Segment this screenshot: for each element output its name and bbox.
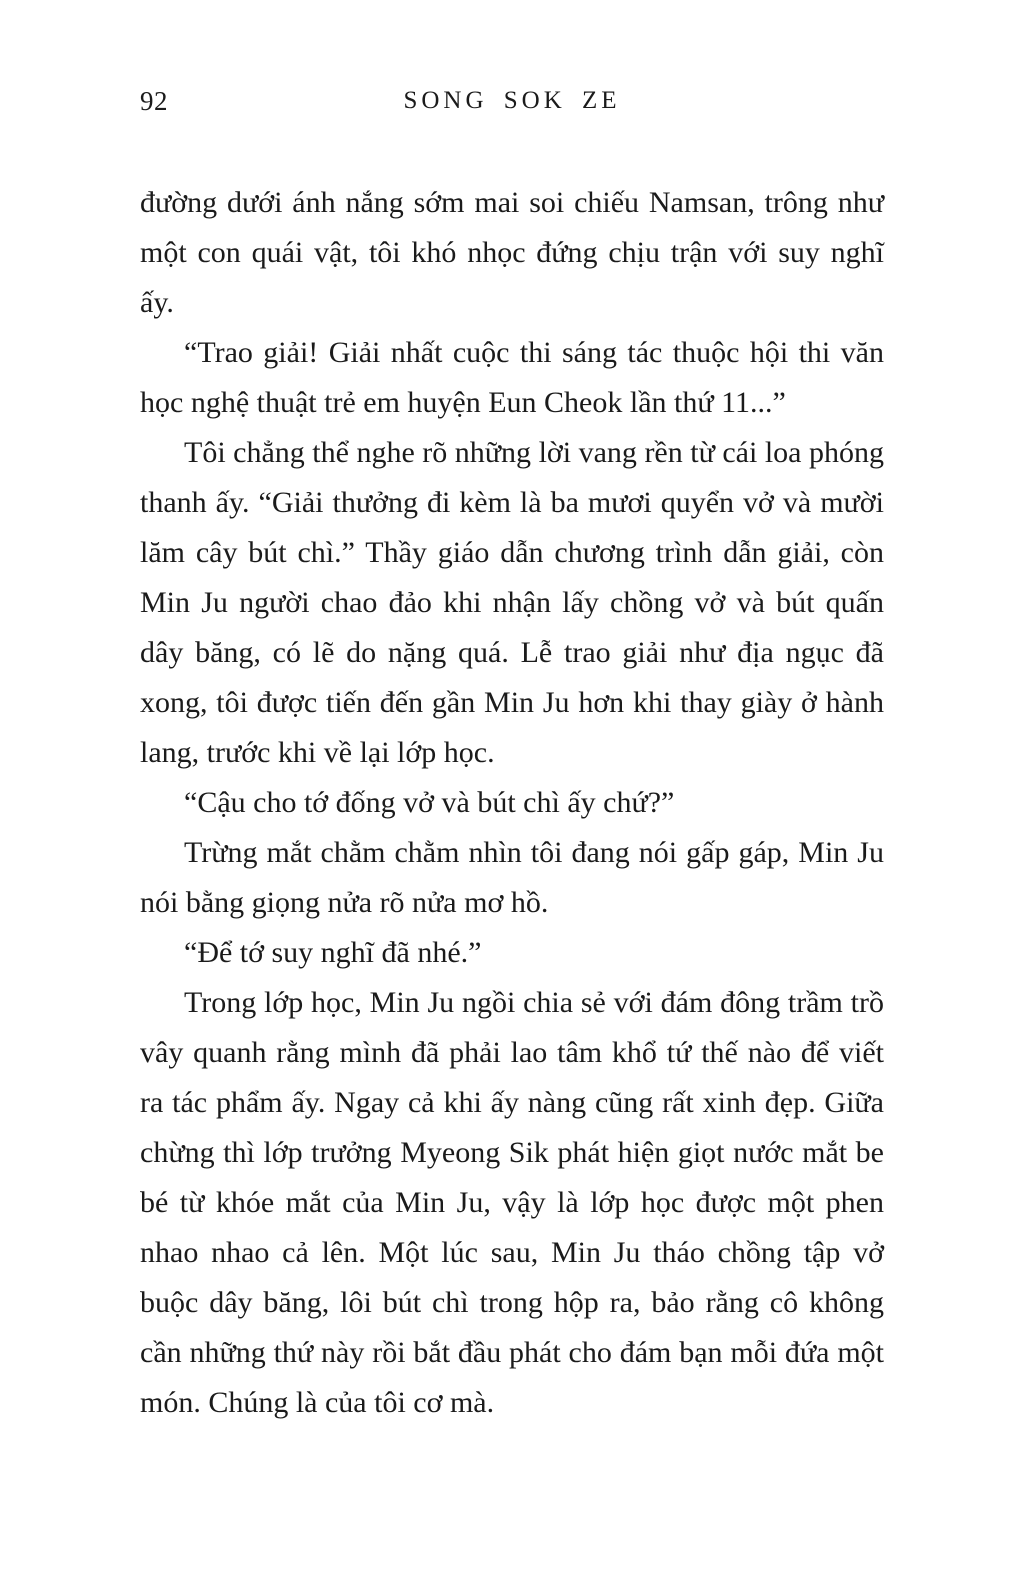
paragraph-narration-ceremony: Tôi chẳng thể nghe rõ những lời vang rền từ cái loa phóng thanh ấy. “Giải thưởng đi kèm là ba mươi quyển vở và mười lăm cây bút chì.” Thầy giáo dẫn chương trình dẫn giải, còn Min Ju người chao đảo khi nhận lấy chồng vở và bút quấn dây băng, có lẽ do nặng quá. Lễ trao giải như địa ngục đã xong, tôi được tiến đến gần Min Ju hơn khi thay giày ở hành lang, trước khi về lại lớp học. — [140, 436, 884, 769]
paragraph-narration-response: Trừng mắt chằm chằm nhìn tôi đang nói gấp gáp, Min Ju nói bằng giọng nửa rõ nửa mơ hồ. — [140, 836, 884, 919]
page-number: 92 — [140, 86, 168, 116]
paragraph-narration-classroom: Trong lớp học, Min Ju ngồi chia sẻ với đám đông trầm trồ vây quanh rằng mình đã phải lao tâm khổ tứ thế nào để viết ra tác phẩm ấy. Ngay cả khi ấy nàng cũng rất xinh đẹp. Giữa chừng thì lớp trưởng Myeong Sik phát hiện giọt nước mắt be bé từ khóe mắt của Min Ju, vậy là lớp học được một phen nhao nhao cả lên. Một lúc sau, Min Ju tháo chồng tập vở buộc dây băng, lôi bút chì trong hộp ra, bảo rằng cô không cần những thứ này rồi bắt đầu phát cho đám bạn mỗi đứa một món. Chúng là của tôi cơ mà. — [140, 986, 884, 1419]
paragraph-continuation: đường dưới ánh nắng sớm mai soi chiếu Namsan, trông như một con quái vật, tôi khó nhọc đứng chịu trận với suy nghĩ ấy. — [140, 186, 884, 319]
paragraph-quote-reply: “Để tớ suy nghĩ đã nhé.” — [184, 936, 482, 969]
paragraph-quote-announcement: “Trao giải! Giải nhất cuộc thi sáng tác thuộc hội thi văn học nghệ thuật trẻ em huyện Eun Cheok lần thứ 11...” — [140, 336, 884, 419]
page-header — [140, 84, 884, 118]
running-header-title: SONG SOK ZE — [403, 87, 621, 114]
paragraph-quote-request: “Cậu cho tớ đống vở và bút chì ấy chứ?” — [184, 786, 675, 819]
body-text — [140, 178, 884, 1428]
